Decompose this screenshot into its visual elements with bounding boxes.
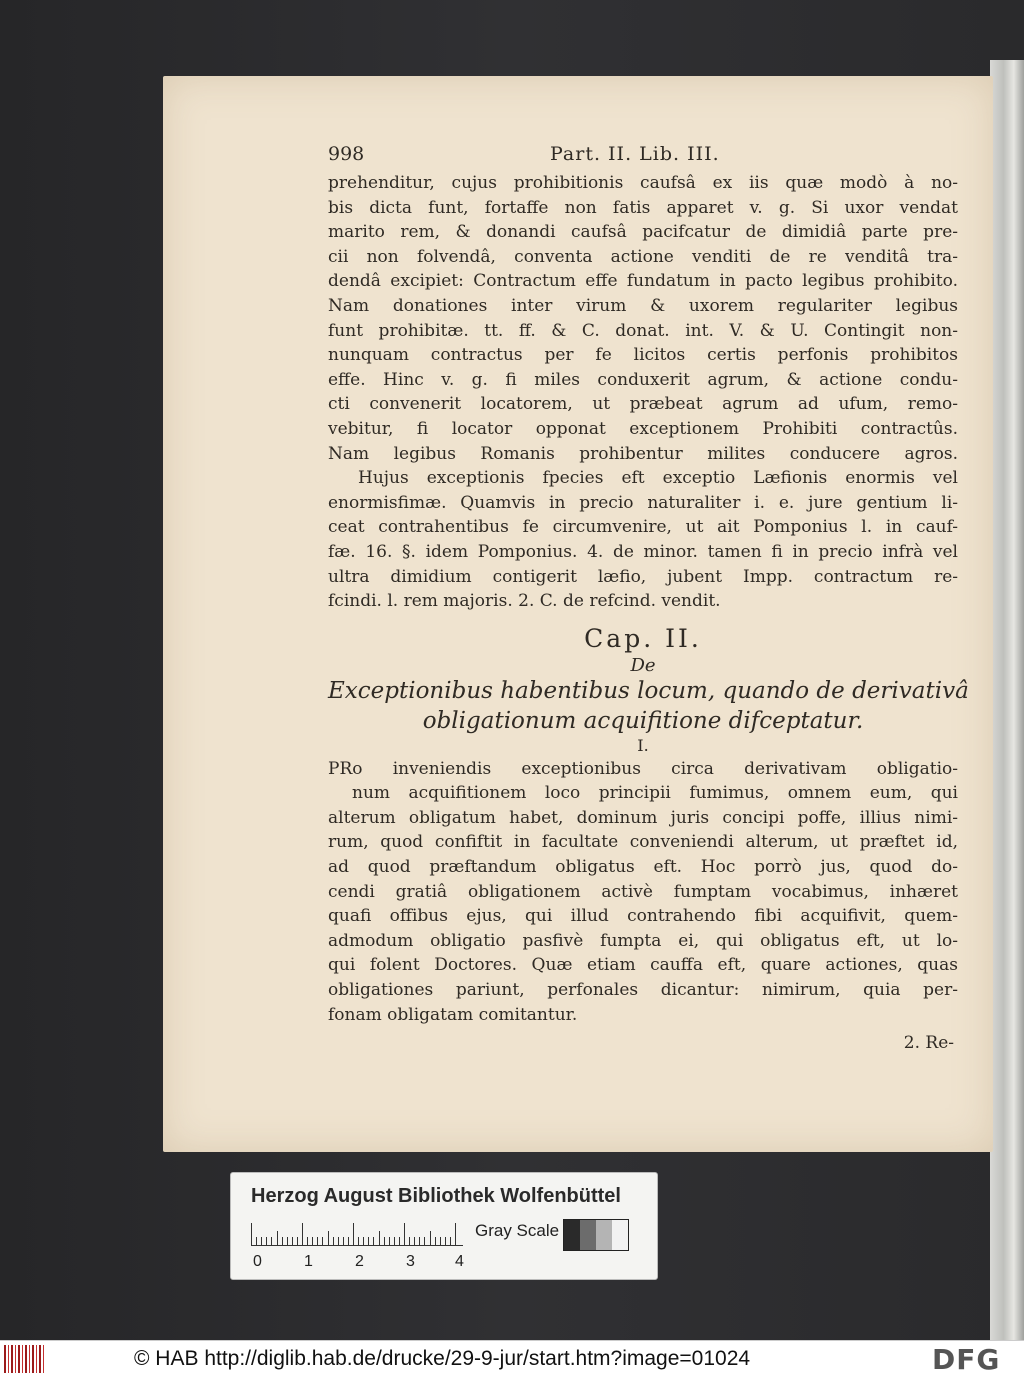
ruler-number: 4 [455,1253,464,1270]
text-line: ceat contrahentibus fe circumvenire, ut ait Pomponius l. in cauf- [328,517,958,538]
gray-swatch [564,1220,580,1250]
ruler-tick [302,1223,303,1245]
ruler-tick [261,1237,262,1245]
ruler-tick [373,1237,374,1245]
ruler-tick [358,1237,359,1245]
ruler-tick [292,1237,293,1245]
text-line: fonam obligatam comitantur. [328,1004,578,1025]
ruler-tick [282,1237,283,1245]
paragraph-2 [328,466,958,614]
ruler-number: 3 [406,1253,415,1270]
text-line: vebitur, fi locator opponat exceptionem Prohibiti contractûs. [328,418,958,439]
ruler-number: 1 [304,1253,313,1270]
chapter-title-line-1: Exceptionibus habentibus locum, quando de derivativâ [328,677,969,704]
text-line: cii non folvendâ, conventa actione venditi de re venditâ tra- [328,246,958,267]
text-line: fæ. 16. §. idem Pomponius. 4. de minor. tamen fi in precio infrà vel [328,541,958,562]
ruler-tick [333,1237,334,1245]
ruler-number: 2 [355,1253,364,1270]
text-line: PRo inveniendis exceptionibus circa derivativam obligatio- [328,758,958,779]
text-line: nunquam contractus per fe licitos certis perfonis prohibitos [328,345,958,366]
ruler-tick [363,1237,364,1245]
running-title: Part. II. Lib. III. [550,143,720,165]
ruler-tick [287,1237,288,1245]
text-line: Nam legibus Romanis prohibentur milites conducere agros. [328,443,958,464]
text-line: prehenditur, cujus prohibitionis caufsâ ex iis quæ modò à no- [328,173,958,193]
text-line: ultra dimidium contigerit læfio, jubent Impp. contractum re- [328,566,958,587]
page-text [328,143,969,1054]
ruler-tick [348,1237,349,1245]
ruler-tick [322,1237,323,1245]
ruler-tick [328,1231,329,1245]
ruler-tick [368,1237,369,1245]
ruler-tick [266,1237,267,1245]
text-line: fcindi. l. rem majoris. 2. C. de refcind. vendit. [328,591,721,612]
ruler-tick [394,1237,395,1245]
ruler-tick [312,1237,313,1245]
chapter-title-line-2: obligationum acquifitione difceptatur. [422,707,864,734]
text-line: bis dicta funt, fortaffe non fatis apparet v. g. Si uxor vendat [328,197,958,218]
ruler-tick [445,1237,446,1245]
text-line: dendâ excipiet: Contractum effe fundatum in pacto legibus prohibito. [328,271,958,292]
ruler-tick [307,1237,308,1245]
chapter-de: De [630,654,656,676]
text-line: rum, quod confiftit in facultate conveniendi alterum, ut præftet id, [328,832,958,853]
paragraph-3 [328,757,958,1028]
ruler-tick [440,1237,441,1245]
text-line: quafi offibus ejus, qui illud contrahendo fibi acquifivit, quem- [328,906,958,927]
ruler-tick [317,1237,318,1245]
ruler-tick [389,1237,390,1245]
text-line: effe. Hinc v. g. fi miles conduxerit agrum, & actione condu- [328,369,958,390]
ruler-tick [338,1237,339,1245]
text-line: qui folent Doctores. Quæ etiam cauffa eft, quare actiones, quas [328,955,958,976]
library-name: Herzog August Bibliothek Wolfenbüttel [251,1185,621,1207]
ruler-tick [277,1231,278,1245]
ruler-tick [256,1237,257,1245]
ruler-tick [271,1237,272,1245]
gray-swatch [596,1220,612,1250]
ruler-tick [399,1237,400,1245]
dfg-logo: DFG [932,1343,1001,1376]
scale-ruler [251,1223,463,1246]
ruler-tick [435,1237,436,1245]
ruler-tick [343,1237,344,1245]
ruler-tick [353,1223,354,1245]
hab-barcode-icon [4,1345,46,1373]
ruler-tick [450,1237,451,1245]
text-line: alterum obligatum habet, dominum juris concipi poffe, illius nimi- [328,807,958,828]
text-line: cendi gratiâ obligationem activè fumptam vocabimus, inhæret [328,881,958,902]
gray-scale-label: Gray Scale [475,1221,560,1240]
text-line: Hujus exceptionis fpecies eft exceptio Læfionis enormis vel [358,468,958,489]
section-number: I. [637,735,649,755]
ruler-tick [409,1237,410,1245]
copyright-url[interactable]: © HAB http://diglib.hab.de/drucke/29-9-jur/start.htm?image=01024 [134,1347,751,1370]
gray-scale-swatch [563,1219,629,1251]
ruler-tick [414,1237,415,1245]
footer-bar [0,1340,1024,1377]
ruler-tick [404,1223,405,1245]
ruler-tick [455,1223,456,1245]
ruler-tick [424,1237,425,1245]
page-number: 998 [328,143,365,165]
ruler-tick [297,1237,298,1245]
text-line: admodum obligatio pasfivè fumpta ei, qui obligatus eft, ut lo- [328,930,958,951]
gray-swatch [580,1220,596,1250]
text-line: cti convenerit locatorem, ut præbeat agrum ad ufum, remo- [328,394,958,415]
text-line: enormisfimæ. Quamvis in precio naturaliter i. e. jure gentium li- [328,492,958,513]
running-header [328,143,958,171]
catchword: 2. Re- [903,1033,954,1054]
color-target-label [230,1172,658,1280]
text-line: obligationes pariunt, perfonales dicantur: nimirum, quia per- [328,980,958,1001]
ruler-tick [419,1237,420,1245]
ruler-tick [379,1231,380,1245]
text-line: ad quod præftandum obligatus eft. Hoc porrò jus, quod do- [328,857,958,878]
chapter-heading: Cap. II. [584,623,702,653]
ruler-tick [430,1231,431,1245]
ruler-tick [384,1237,385,1245]
ruler-tick [251,1223,252,1245]
text-line: Nam donationes inter virum & uxorem regulariter legibus [328,295,958,316]
text-line: num acquifitionem loco principii fumimus, omnem eum, qui [352,783,958,804]
page-edge-stack [990,60,1024,1340]
paragraph-1 [328,171,958,466]
gray-swatch [612,1220,628,1250]
text-line: marito rem, & donandi caufsâ pacifcatur de dimidiâ parte pre- [328,222,958,243]
text-line: funt prohibitæ. tt. ff. & C. donat. int. V. & U. Contingit non- [328,320,958,341]
ruler-number: 0 [253,1253,262,1270]
